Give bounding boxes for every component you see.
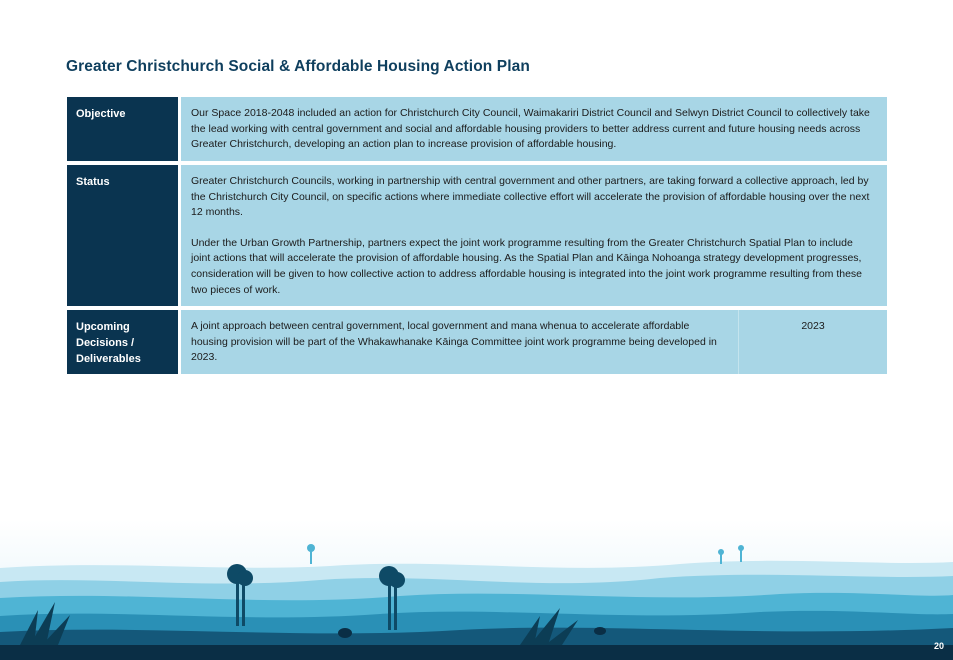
- status-paragraph-2: Under the Urban Growth Partnership, partners expect the joint work programme resulting from the Greater Christchurch Spatial Plan to include joint actions that will accelerate the provision of affordable housing. As the Spatial Plan and Kāinga Nohoanga strategy development progresses, consideration will be given to how collective action to address affordable housing is integrated into the joint work programme resulting from these two pieces of work.: [191, 236, 863, 296]
- status-content: [181, 165, 887, 306]
- status-row: [67, 165, 887, 306]
- upcoming-text: A joint approach between central government, local government and mana whenua to accelerate affordable housing provision will be part of the Whakawhanake Kāinga Committee joint work programme being developed in 2023.: [191, 320, 717, 364]
- upcoming-row: [67, 310, 887, 374]
- upcoming-content: [181, 310, 887, 374]
- row-label-upcoming: Upcoming Decisions / Deliverables: [67, 310, 178, 374]
- landscape-illustration: [0, 520, 953, 660]
- objective-content: [181, 97, 887, 161]
- objective-row: [67, 97, 887, 161]
- row-label-status: Status: [67, 165, 178, 306]
- page-number: 20: [933, 641, 944, 651]
- status-paragraph-1: Greater Christchurch Councils, working in partnership with central government and other partners, are taking forward a collective approach, led by the Christchurch City Council, on specific actions where immediate collective effort will accelerate the provision of affordable housing over the next 12 months.: [191, 175, 870, 219]
- upcoming-year: 2023: [801, 320, 825, 332]
- page-title: Greater Christchurch Social & Affordable Housing Action Plan: [66, 58, 530, 75]
- row-label-objective: Objective: [67, 97, 178, 161]
- objective-text: Our Space 2018-2048 included an action for Christchurch City Council, Waimakariri District Council and Selwyn District Council to collectively take the lead working with central government and social and affordable housing providers to better address current and future housing needs across Greater Christchurch, developing an action plan to increase provision of affordable housing.: [191, 107, 870, 151]
